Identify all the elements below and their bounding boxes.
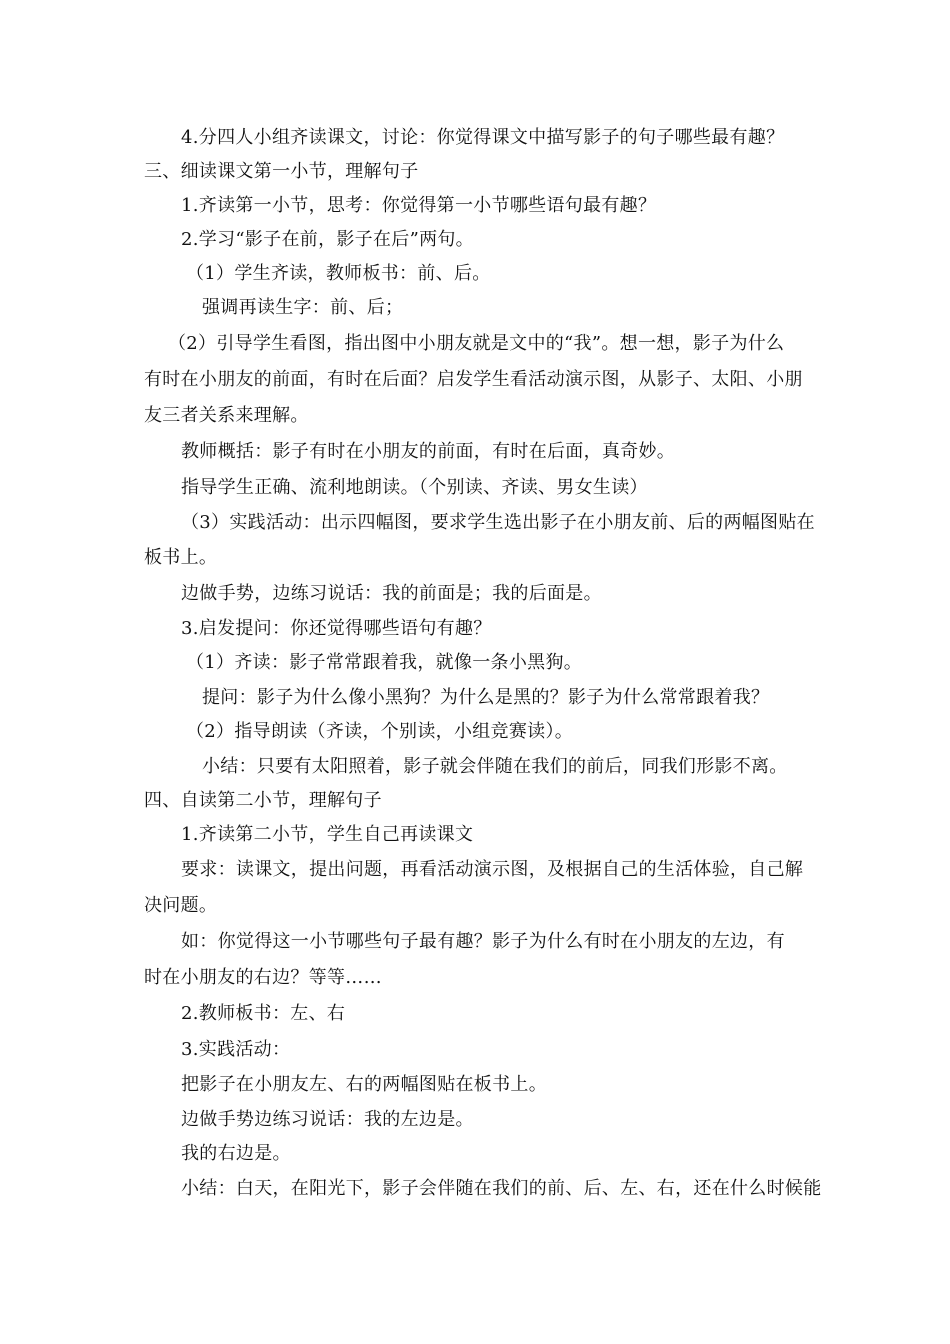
text-line: 决问题。 [144,895,218,916]
text-line: 时在小朋友的右边？等等…… [144,967,382,988]
text-line: 有时在小朋友的前面，有时在后面？启发学生看活动演示图，从影子、太阳、小朋 [144,369,803,390]
text-line: 要求：读课文，提出问题，再看活动演示图，及根据自己的生活体验，自己解 [181,859,804,880]
text-line: 我的右边是。 [181,1143,291,1164]
text-line: 3.启发提问：你还觉得哪些语句有趣？ [181,618,492,639]
text-line: 如：你觉得这一小节哪些句子最有趣？影子为什么有时在小朋友的左边，有 [181,931,785,952]
text-line: 边做手势边练习说话：我的左边是。 [181,1109,474,1130]
text-line: 2.学习“影子在前，影子在后”两句。 [181,229,474,250]
text-line: （1）学生齐读，教师板书：前、后。 [186,263,491,284]
text-line: 小结：只要有太阳照着，影子就会伴随在我们的前后，同我们形影不离。 [202,756,788,777]
section-heading: 四、自读第二小节，理解句子 [144,790,382,811]
text-line: （2）引导学生看图，指出图中小朋友就是文中的“我”。想一想，影子为什么 [168,333,785,354]
text-line: 友三者关系来理解。 [144,405,309,426]
text-line: 指导学生正确、流利地朗读。（个别读、齐读、男女生读） [181,477,648,498]
section-heading: 三、细读课文第一小节，理解句子 [144,161,419,182]
text-line: 1.齐读第二小节，学生自己再读课文 [181,824,474,845]
text-line: 4.分四人小组齐读课文，讨论：你觉得课文中描写影子的句子哪些最有趣？ [181,127,785,148]
text-line: （1）齐读：影子常常跟着我，就像一条小黑狗。 [186,652,583,673]
text-line: （3）实践活动：出示四幅图，要求学生选出影子在小朋友前、后的两幅图贴在 [181,512,815,533]
text-line: 1.齐读第一小节，思考：你觉得第一小节哪些语句最有趣？ [181,195,657,216]
text-line: 边做手势，边练习说话：我的前面是；我的后面是。 [181,583,602,604]
text-line: 把影子在小朋友左、右的两幅图贴在板书上。 [181,1074,547,1095]
text-line: 强调再读生字：前、后； [202,297,404,318]
text-line: 板书上。 [144,547,218,568]
text-line: 教师概括：影子有时在小朋友的前面，有时在后面，真奇妙。 [181,441,676,462]
text-line: 小结：白天，在阳光下，影子会伴随在我们的前、后、左、右，还在什么时候能 [181,1178,822,1199]
text-line: （2）指导朗读（齐读，个别读，小组竞赛读）。 [186,721,574,742]
text-line: 提问：影子为什么像小黑狗？为什么是黑的？影子为什么常常跟着我？ [202,687,770,708]
text-line: 3.实践活动： [181,1039,291,1060]
text-line: 2.教师板书：左、右 [181,1003,346,1024]
